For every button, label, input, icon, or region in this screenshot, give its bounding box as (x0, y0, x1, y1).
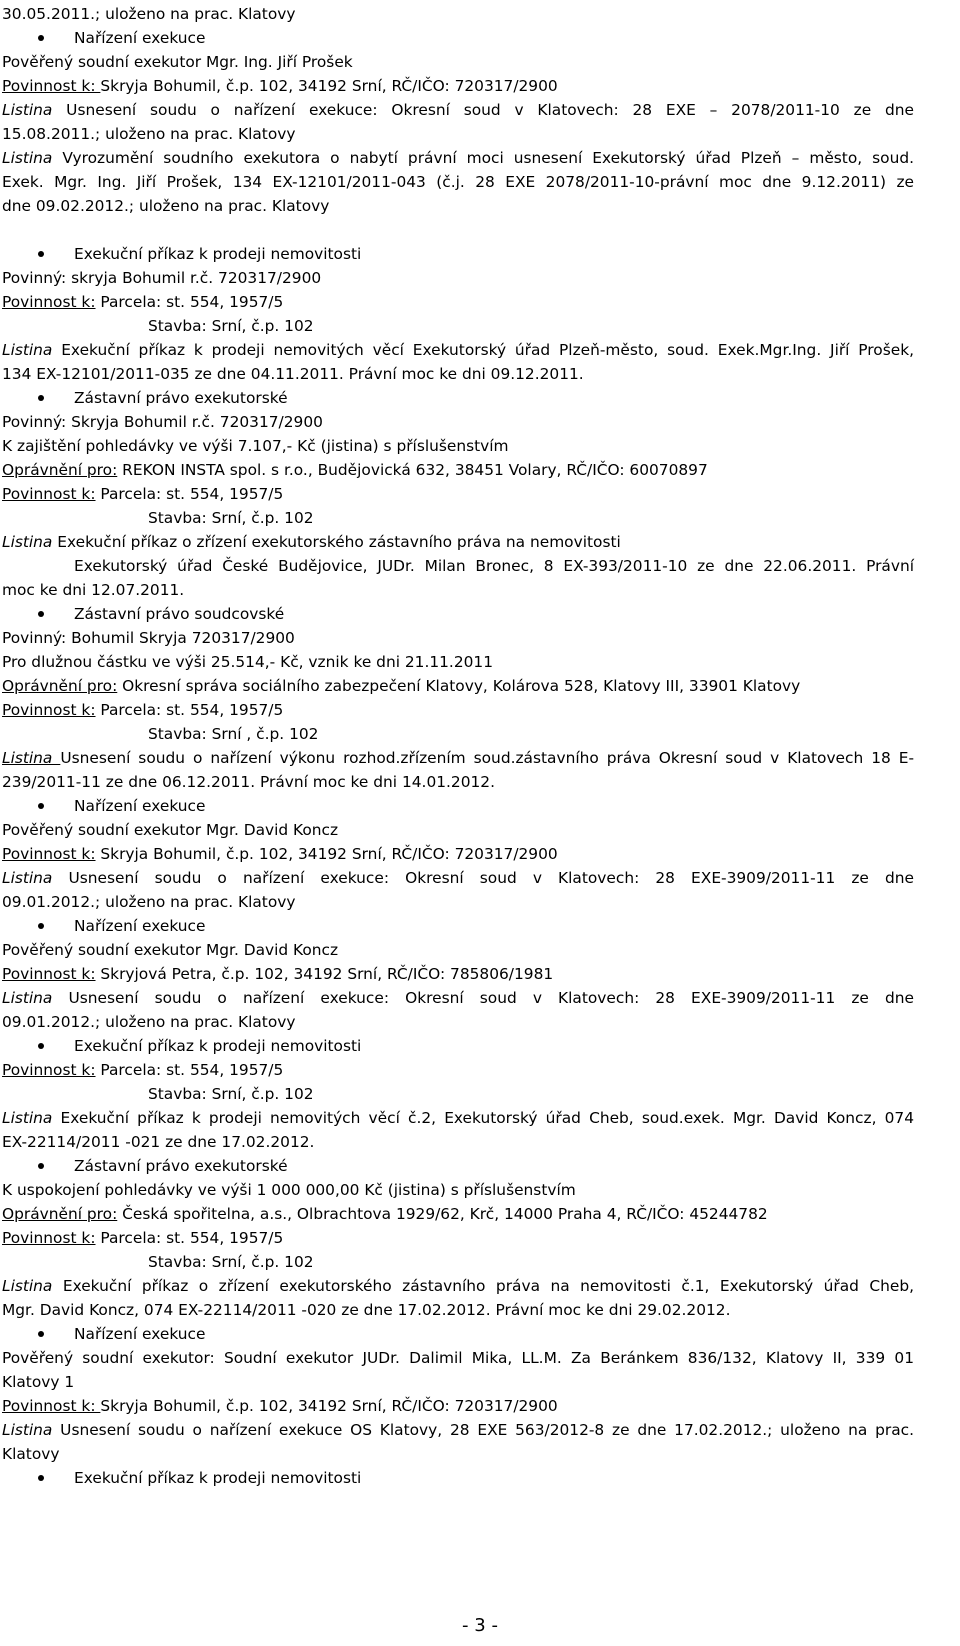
text-segment: Stavba: Srní, č.p. 102 (148, 317, 314, 335)
text-segment: Stavba: Srní, č.p. 102 (148, 1085, 314, 1103)
text-line (74, 1322, 274, 1346)
text-line (2, 650, 552, 674)
text-segment: moc ke dni 12.07.2011. (2, 581, 185, 599)
text-line (148, 1082, 368, 1106)
text-segment: Listina (2, 101, 53, 119)
text-segment: Stavba: Srní, č.p. 102 (148, 509, 314, 527)
text-segment: Nařízení exekuce (74, 1325, 206, 1343)
text-segment: Usnesení soudu o nařízení exekuce OS Klatovy, 28 EXE 563/2012-8 ze dne 17.02.2012.; uloženo na prac. (52, 1421, 914, 1439)
text-segment: Pověřený soudní exekutor Mgr. David Koncz (2, 941, 339, 959)
text-segment: Listina (2, 1421, 53, 1439)
text-line (2, 1370, 102, 1394)
text-segment: Listina (2, 533, 53, 551)
text-segment: Povinnost k: (2, 293, 96, 311)
text-segment: Exekuční příkaz k prodeji nemovitosti (74, 1037, 362, 1055)
text-line (2, 266, 382, 290)
text-line (74, 1034, 404, 1058)
text-line (2, 362, 584, 386)
text-segment: Listina (2, 149, 53, 167)
text-segment: Parcela: st. 554, 1957/5 (95, 1229, 284, 1247)
bullet-icon (38, 611, 44, 617)
text-line (2, 866, 914, 890)
text-segment: Skryja Bohumil, č.p. 102, 34192 Srní, RČ/IČO: 720317/2900 (100, 77, 558, 95)
text-segment: Oprávnění pro: (2, 677, 118, 695)
text-line (2, 1418, 914, 1442)
text-line (2, 410, 382, 434)
text-line (2, 1346, 914, 1370)
text-segment: Zástavní právo soudcovské (74, 605, 285, 623)
text-segment: Skryja Bohumil, č.p. 102, 34192 Srní, RČ/IČO: 720317/2900 (100, 1397, 558, 1415)
text-segment: REKON INSTA spol. s r.o., Budějovická 632, 38451 Volary, RČ/IČO: 60070897 (117, 461, 708, 479)
text-segment: Mgr. David Koncz, 074 EX-22114/2011 -020 ze dne 17.02.2012. Právní moc ke dni 29.02.2012. (2, 1301, 731, 1319)
text-segment: 134 EX-12101/2011-035 ze dne 04.11.2011. Právní moc ke dni 09.12.2011. (2, 365, 584, 383)
text-segment: Povinný: Bohumil Skryja 720317/2900 (2, 629, 295, 647)
text-line (2, 1394, 642, 1418)
text-segment: Parcela: st. 554, 1957/5 (95, 485, 284, 503)
text-line (74, 26, 274, 50)
text-segment: Usnesení soudu o nařízení exekuce: Okresní soud v Klatovech: 28 EXE-3909/2011-11 ze dne (52, 869, 914, 887)
bullet-icon (38, 1043, 44, 1049)
text-line (74, 1154, 334, 1178)
text-segment: K uspokojení pohledávky ve výši 1 000 000,00 Kč (jistina) s příslušenstvím (2, 1181, 576, 1199)
text-line (2, 1298, 731, 1322)
text-line (2, 746, 914, 770)
bullet-icon (38, 803, 44, 809)
text-line (2, 626, 332, 650)
text-line (74, 602, 324, 626)
text-segment: Skryja Bohumil, č.p. 102, 34192 Srní, RČ/IČO: 720317/2900 (95, 845, 558, 863)
text-segment: Česká spořitelna, a.s., Olbrachtova 1929/62, Krč, 14000 Praha 4, RČ/IČO: 45244782 (117, 1205, 768, 1223)
text-segment: Povinnost k: (2, 1397, 101, 1415)
text-segment: Listina (2, 1277, 53, 1295)
text-segment: Parcela: st. 554, 1957/5 (95, 1061, 284, 1079)
text-segment: Povinnost k: (2, 701, 96, 719)
text-line (2, 698, 382, 722)
text-segment: Stavba: Srní, č.p. 102 (148, 1253, 314, 1271)
text-line (2, 890, 312, 914)
text-line (2, 938, 362, 962)
text-line (2, 2, 342, 26)
text-segment: Exek. Mgr. Ing. Jiří Prošek, 134 EX-12101/2011-043 (č.j. 28 EXE 2078/2011-10-právní moc dne 9.12.2011) ze (2, 173, 914, 191)
text-segment: Zástavní právo exekutorské (74, 1157, 288, 1175)
text-line (2, 290, 382, 314)
text-segment: Exekuční příkaz o zřízení exekutorského zástavního práva na nemovitosti (52, 533, 621, 551)
text-line (2, 674, 862, 698)
text-segment: 239/2011-11 ze dne 06.12.2011. Právní moc ke dni 14.01.2012. (2, 773, 495, 791)
text-line (148, 506, 368, 530)
text-line (2, 842, 642, 866)
text-segment: Nařízení exekuce (74, 917, 206, 935)
text-segment: dne 09.02.2012.; uloženo na prac. Klatovy (2, 197, 330, 215)
text-segment: Listina (2, 1109, 53, 1127)
text-segment: Nařízení exekuce (74, 29, 206, 47)
bullet-icon (38, 1163, 44, 1169)
text-segment: Nařízení exekuce (74, 797, 206, 815)
text-line (148, 314, 368, 338)
text-segment: Exekuční příkaz k prodeji nemovitosti (74, 1469, 362, 1487)
text-segment: Povinný: skryja Bohumil r.č. 720317/2900 (2, 269, 322, 287)
text-segment: Okresní správa sociálního zabezpečení Klatovy, Kolárova 528, Klatovy III, 33901 Klatovy (117, 677, 801, 695)
text-segment: Povinný: Skryja Bohumil r.č. 720317/2900 (2, 413, 323, 431)
text-segment: K zajištění pohledávky ve výši 7.107,- Kč (jistina) s příslušenstvím (2, 437, 509, 455)
text-line (2, 1010, 312, 1034)
bullet-icon (38, 251, 44, 257)
text-segment: Povinnost k: (2, 77, 101, 95)
text-segment: Listina (2, 869, 53, 887)
text-segment: Povinnost k: (2, 485, 96, 503)
text-segment: Klatovy (2, 1445, 60, 1463)
text-line (2, 74, 642, 98)
text-line (74, 794, 274, 818)
bullet-icon (38, 923, 44, 929)
text-segment: 09.01.2012.; uloženo na prac. Klatovy (2, 893, 296, 911)
text-line (2, 1274, 914, 1298)
text-line (2, 122, 312, 146)
text-segment: 30.05.2011.; uloženo na prac. Klatovy (2, 5, 296, 23)
text-segment: Povinnost k: (2, 965, 96, 983)
text-line (2, 962, 622, 986)
text-line (2, 986, 914, 1010)
text-line (74, 386, 334, 410)
text-segment: Oprávnění pro: (2, 1205, 118, 1223)
text-segment: Usnesení soudu o nařízení exekuce: Okresní soud v Klatovech: 28 EXE-3909/2011-11 ze dne (52, 989, 914, 1007)
text-line (2, 1442, 102, 1466)
text-segment: Povinnost k: (2, 1061, 96, 1079)
text-line (74, 914, 274, 938)
text-line (2, 146, 914, 170)
text-segment: Listina (2, 749, 61, 767)
bullet-icon (38, 35, 44, 41)
text-line (2, 1106, 914, 1130)
bullet-icon (38, 1475, 44, 1481)
text-line (2, 170, 914, 194)
text-segment: Exekuční příkaz k prodeji nemovitých věcí Exekutorský úřad Plzeň-město, soud. Exek.Mgr.Ing. Jiří Prošek, (52, 341, 914, 359)
text-line (2, 1202, 802, 1226)
text-line (2, 50, 432, 74)
text-line (2, 458, 762, 482)
text-segment: Skryjová Petra, č.p. 102, 34192 Srní, RČ/IČO: 785806/1981 (95, 965, 554, 983)
text-segment: Povinnost k: (2, 845, 96, 863)
text-line (2, 818, 362, 842)
text-segment: Exekuční příkaz k prodeji nemovitých věcí č.2, Exekutorský úřad Cheb, soud.exek. Mgr. David Koncz, 074 (52, 1109, 914, 1127)
text-segment: Parcela: st. 554, 1957/5 (95, 293, 284, 311)
text-segment: Pro dlužnou částku ve výši 25.514,- Kč, vznik ke dni 21.11.2011 (2, 653, 493, 671)
text-segment: Pověřený soudní exekutor Mgr. Ing. Jiří Prošek (2, 53, 353, 71)
text-segment: Zástavní právo exekutorské (74, 389, 288, 407)
text-line (2, 482, 382, 506)
text-line (2, 1178, 622, 1202)
text-line (148, 1250, 368, 1274)
text-line (74, 554, 914, 578)
text-segment: Povinnost k: (2, 1229, 96, 1247)
page-number: - 3 - (462, 1615, 498, 1636)
text-segment: Usnesení soudu o nařízení výkonu rozhod.zřízením soud.zástavního práva Okresní soud v Klatovech 18 E- (60, 749, 915, 767)
text-segment: Parcela: st. 554, 1957/5 (95, 701, 284, 719)
text-segment: Usnesení soudu o nařízení exekuce: Okresní soud v Klatovech: 28 EXE – 2078/2011-10 ze dne (52, 101, 914, 119)
text-segment: Vyrozumění soudního exekutora o nabytí právní moci usnesení Exekutorský úřad Plzeň – město, soud. (52, 149, 914, 167)
text-segment: 09.01.2012.; uloženo na prac. Klatovy (2, 1013, 296, 1031)
bullet-icon (38, 1331, 44, 1337)
text-line (2, 1226, 382, 1250)
text-line (2, 578, 202, 602)
text-line (2, 98, 914, 122)
text-segment: Pověřený soudní exekutor Mgr. David Koncz (2, 821, 339, 839)
text-line (2, 194, 330, 218)
text-line (2, 1058, 382, 1082)
bullet-icon (38, 395, 44, 401)
text-segment: Pověřený soudní exekutor: Soudní exekutor JUDr. Dalimil Mika, LL.M. Za Beránkem 836/132, Klatovy II, 339 01 (2, 1349, 914, 1367)
text-line (2, 530, 692, 554)
text-line (2, 434, 562, 458)
text-line (2, 770, 502, 794)
text-segment: Exekutorský úřad České Budějovice, JUDr. Milan Bronec, 8 EX-393/2011-10 ze dne 22.06.2011. Právní (74, 557, 914, 575)
text-line (74, 1466, 404, 1490)
text-segment: Exekuční příkaz k prodeji nemovitosti (74, 245, 362, 263)
text-segment: Stavba: Srní , č.p. 102 (148, 725, 319, 743)
text-line (2, 1130, 322, 1154)
text-segment: Klatovy 1 (2, 1373, 75, 1391)
text-segment: EX-22114/2011 -021 ze dne 17.02.2012. (2, 1133, 315, 1151)
text-segment: Exekuční příkaz o zřízení exekutorského zástavního práva na nemovitosti č.1, Exekutorský úřad Cheb, (52, 1277, 914, 1295)
text-segment: Listina (2, 989, 53, 1007)
text-line (148, 722, 368, 746)
text-line (2, 338, 914, 362)
text-line (74, 242, 404, 266)
text-segment: Oprávnění pro: (2, 461, 118, 479)
text-segment: 15.08.2011.; uloženo na prac. Klatovy (2, 125, 296, 143)
text-segment: Listina (2, 341, 53, 359)
